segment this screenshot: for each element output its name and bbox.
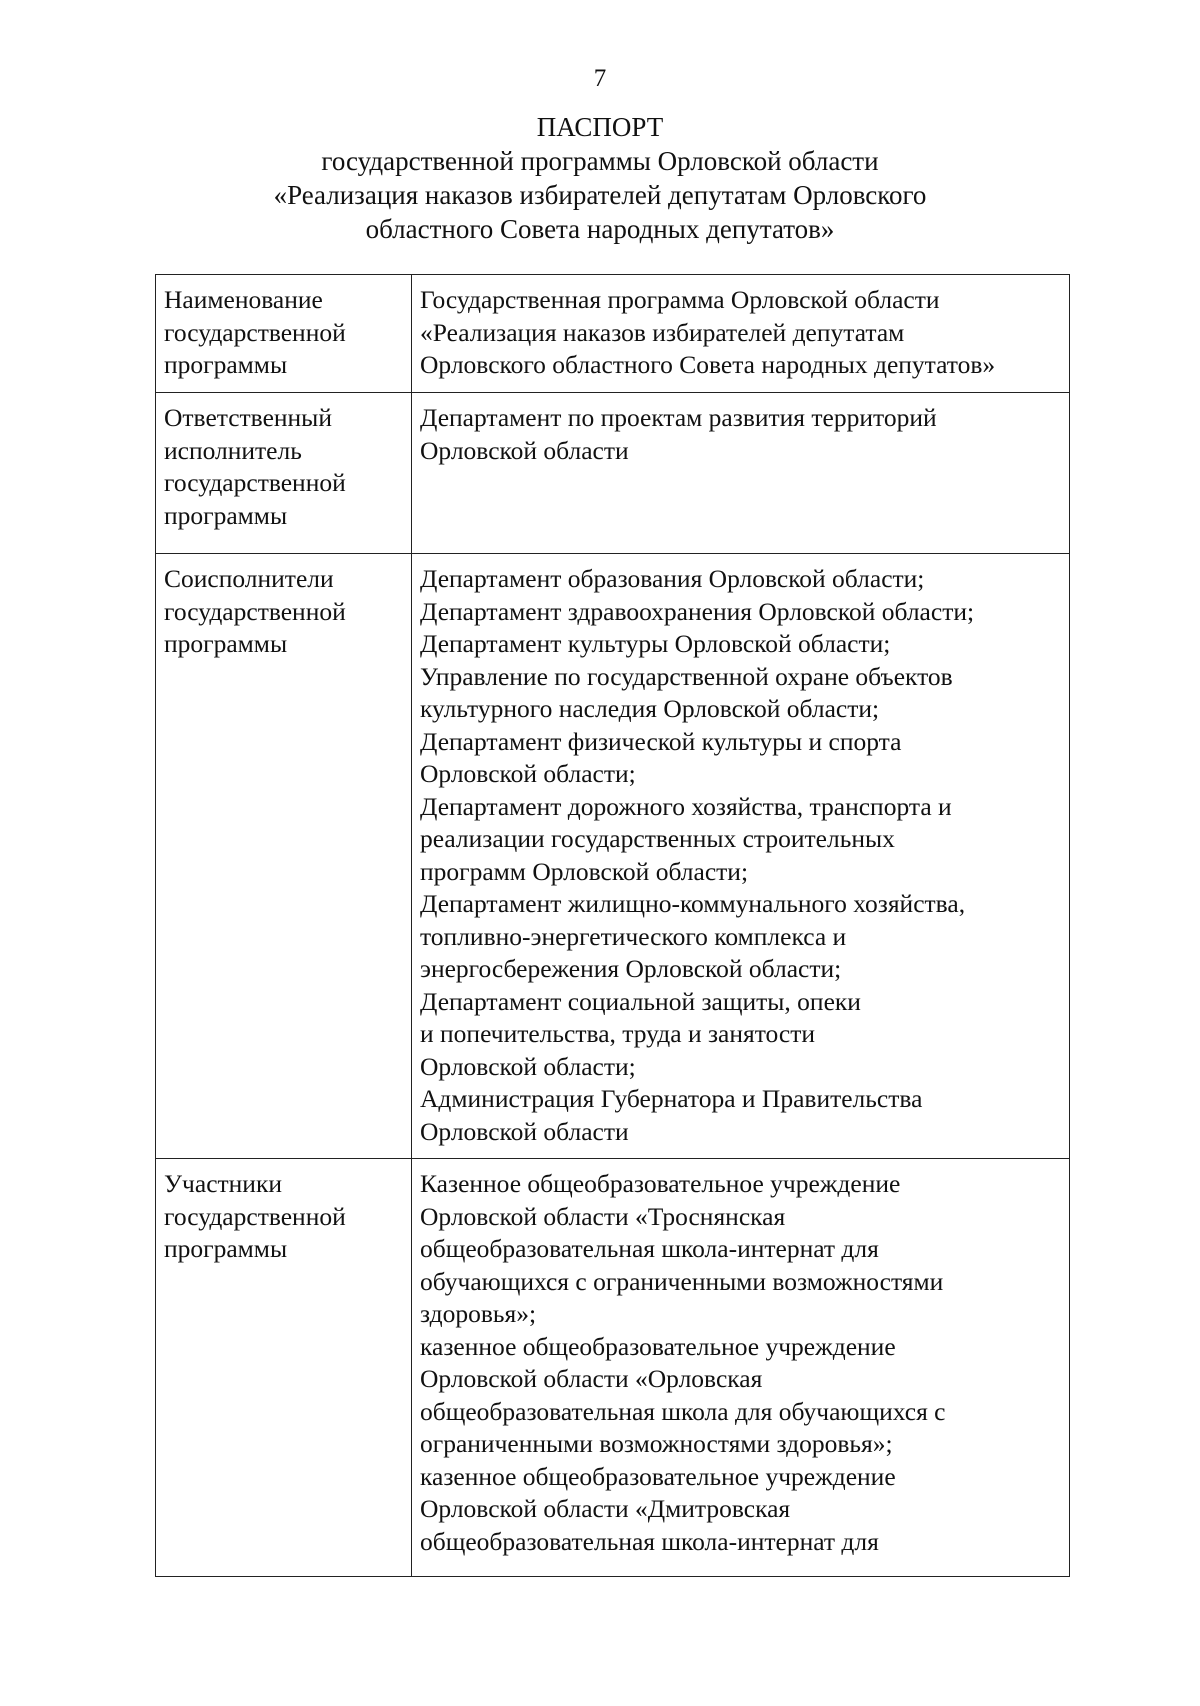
value-line: Управление по государственной охране объектов (420, 661, 953, 691)
value-line: реализации государственных строительных (420, 824, 895, 853)
label-cell (156, 554, 412, 1159)
label-line: программы (164, 629, 288, 658)
value-line: Орловского областного Совета народных депутатов» (420, 350, 996, 379)
value-line: Орловской области (420, 1116, 629, 1146)
value-line: общеобразовательная школа для обучающихся с (420, 1396, 946, 1426)
label-line: Наименование (164, 285, 323, 314)
label-line: государственной (164, 468, 346, 497)
value-cell (412, 275, 1070, 393)
passport-table (155, 274, 1070, 1577)
table-row-responsible-executor (156, 393, 1070, 554)
page-number: 7 (593, 65, 607, 92)
value-line: Казенное общеобразовательное учреждение (420, 1169, 901, 1198)
value-line: программ Орловской области; (420, 856, 749, 886)
value-line: Орловской области «Орловская (420, 1364, 763, 1393)
document-header (0, 110, 1200, 246)
value-line: здоровья»; (420, 1299, 537, 1328)
label-line: государственной (164, 596, 346, 626)
value-line: казенное общеобразовательное учреждение (420, 1331, 896, 1361)
value-line: Орловской области; (420, 1051, 636, 1081)
label-line: Ответственный (164, 403, 332, 432)
value-line: общеобразовательная школа-интернат для (420, 1526, 879, 1556)
value-line: Департамент образования Орловской области; (420, 564, 925, 593)
value-line: Департамент жилищно-коммунального хозяйства, (420, 889, 966, 918)
label-line: государственной (164, 1201, 346, 1231)
value-line: Орловской области (420, 435, 629, 465)
table-row-co-executors (156, 554, 1070, 1159)
label-line: Соисполнители (164, 564, 334, 593)
value-line: казенное общеобразовательное учреждение (420, 1461, 896, 1491)
value-line: ограниченными возможностями здоровья»; (420, 1429, 893, 1458)
value-line: Департамент социальной защиты, опеки (420, 986, 861, 1016)
label-cell (156, 275, 412, 393)
value-line: Администрация Губернатора и Правительства (420, 1084, 923, 1113)
value-line: Государственная программа Орловской области (420, 285, 940, 314)
value-line: культурного наследия Орловской области; (420, 694, 880, 723)
label-cell (156, 1159, 412, 1577)
value-line: Орловской области; (420, 759, 636, 788)
value-line: Департамент культуры Орловской области; (420, 629, 891, 658)
value-cell (412, 554, 1070, 1159)
value-line: и попечительства, труда и занятости (420, 1019, 816, 1048)
value-cell (412, 393, 1070, 554)
document-title: ПАСПОРТ (536, 112, 664, 142)
document-subtitle-line: государственной программы Орловской области (321, 146, 879, 176)
label-line: программы (164, 350, 288, 379)
value-line: Департамент здравоохранения Орловской области; (420, 596, 975, 626)
label-line: программы (164, 500, 288, 530)
value-line: Орловской области «Дмитровская (420, 1494, 791, 1523)
label-line: исполнитель (164, 435, 302, 465)
table-row-participants (156, 1159, 1070, 1577)
document-subtitle-line: «Реализация наказов избирателей депутатам Орловского (273, 180, 927, 210)
value-line: Департамент по проектам развития территорий (420, 403, 937, 432)
label-cell (156, 393, 412, 554)
table-row-program-name (156, 275, 1070, 393)
value-line: «Реализация наказов избирателей депутатам (420, 317, 905, 347)
value-line: общеобразовательная школа-интернат для (420, 1234, 879, 1263)
document-subtitle-line: областного Совета народных депутатов» (365, 214, 835, 244)
value-line: энергосбережения Орловской области; (420, 954, 842, 983)
label-line: государственной (164, 317, 346, 347)
value-line: Орловской области «Троснянская (420, 1201, 786, 1231)
value-line: Департамент физической культуры и спорта (420, 726, 902, 756)
label-line: программы (164, 1234, 288, 1263)
value-line: Департамент дорожного хозяйства, транспорта и (420, 791, 952, 821)
label-line: Участники (164, 1169, 282, 1198)
value-line: топливно-энергетического комплекса и (420, 921, 847, 951)
value-cell (412, 1159, 1070, 1577)
value-line: обучающихся с ограниченными возможностями (420, 1266, 944, 1296)
